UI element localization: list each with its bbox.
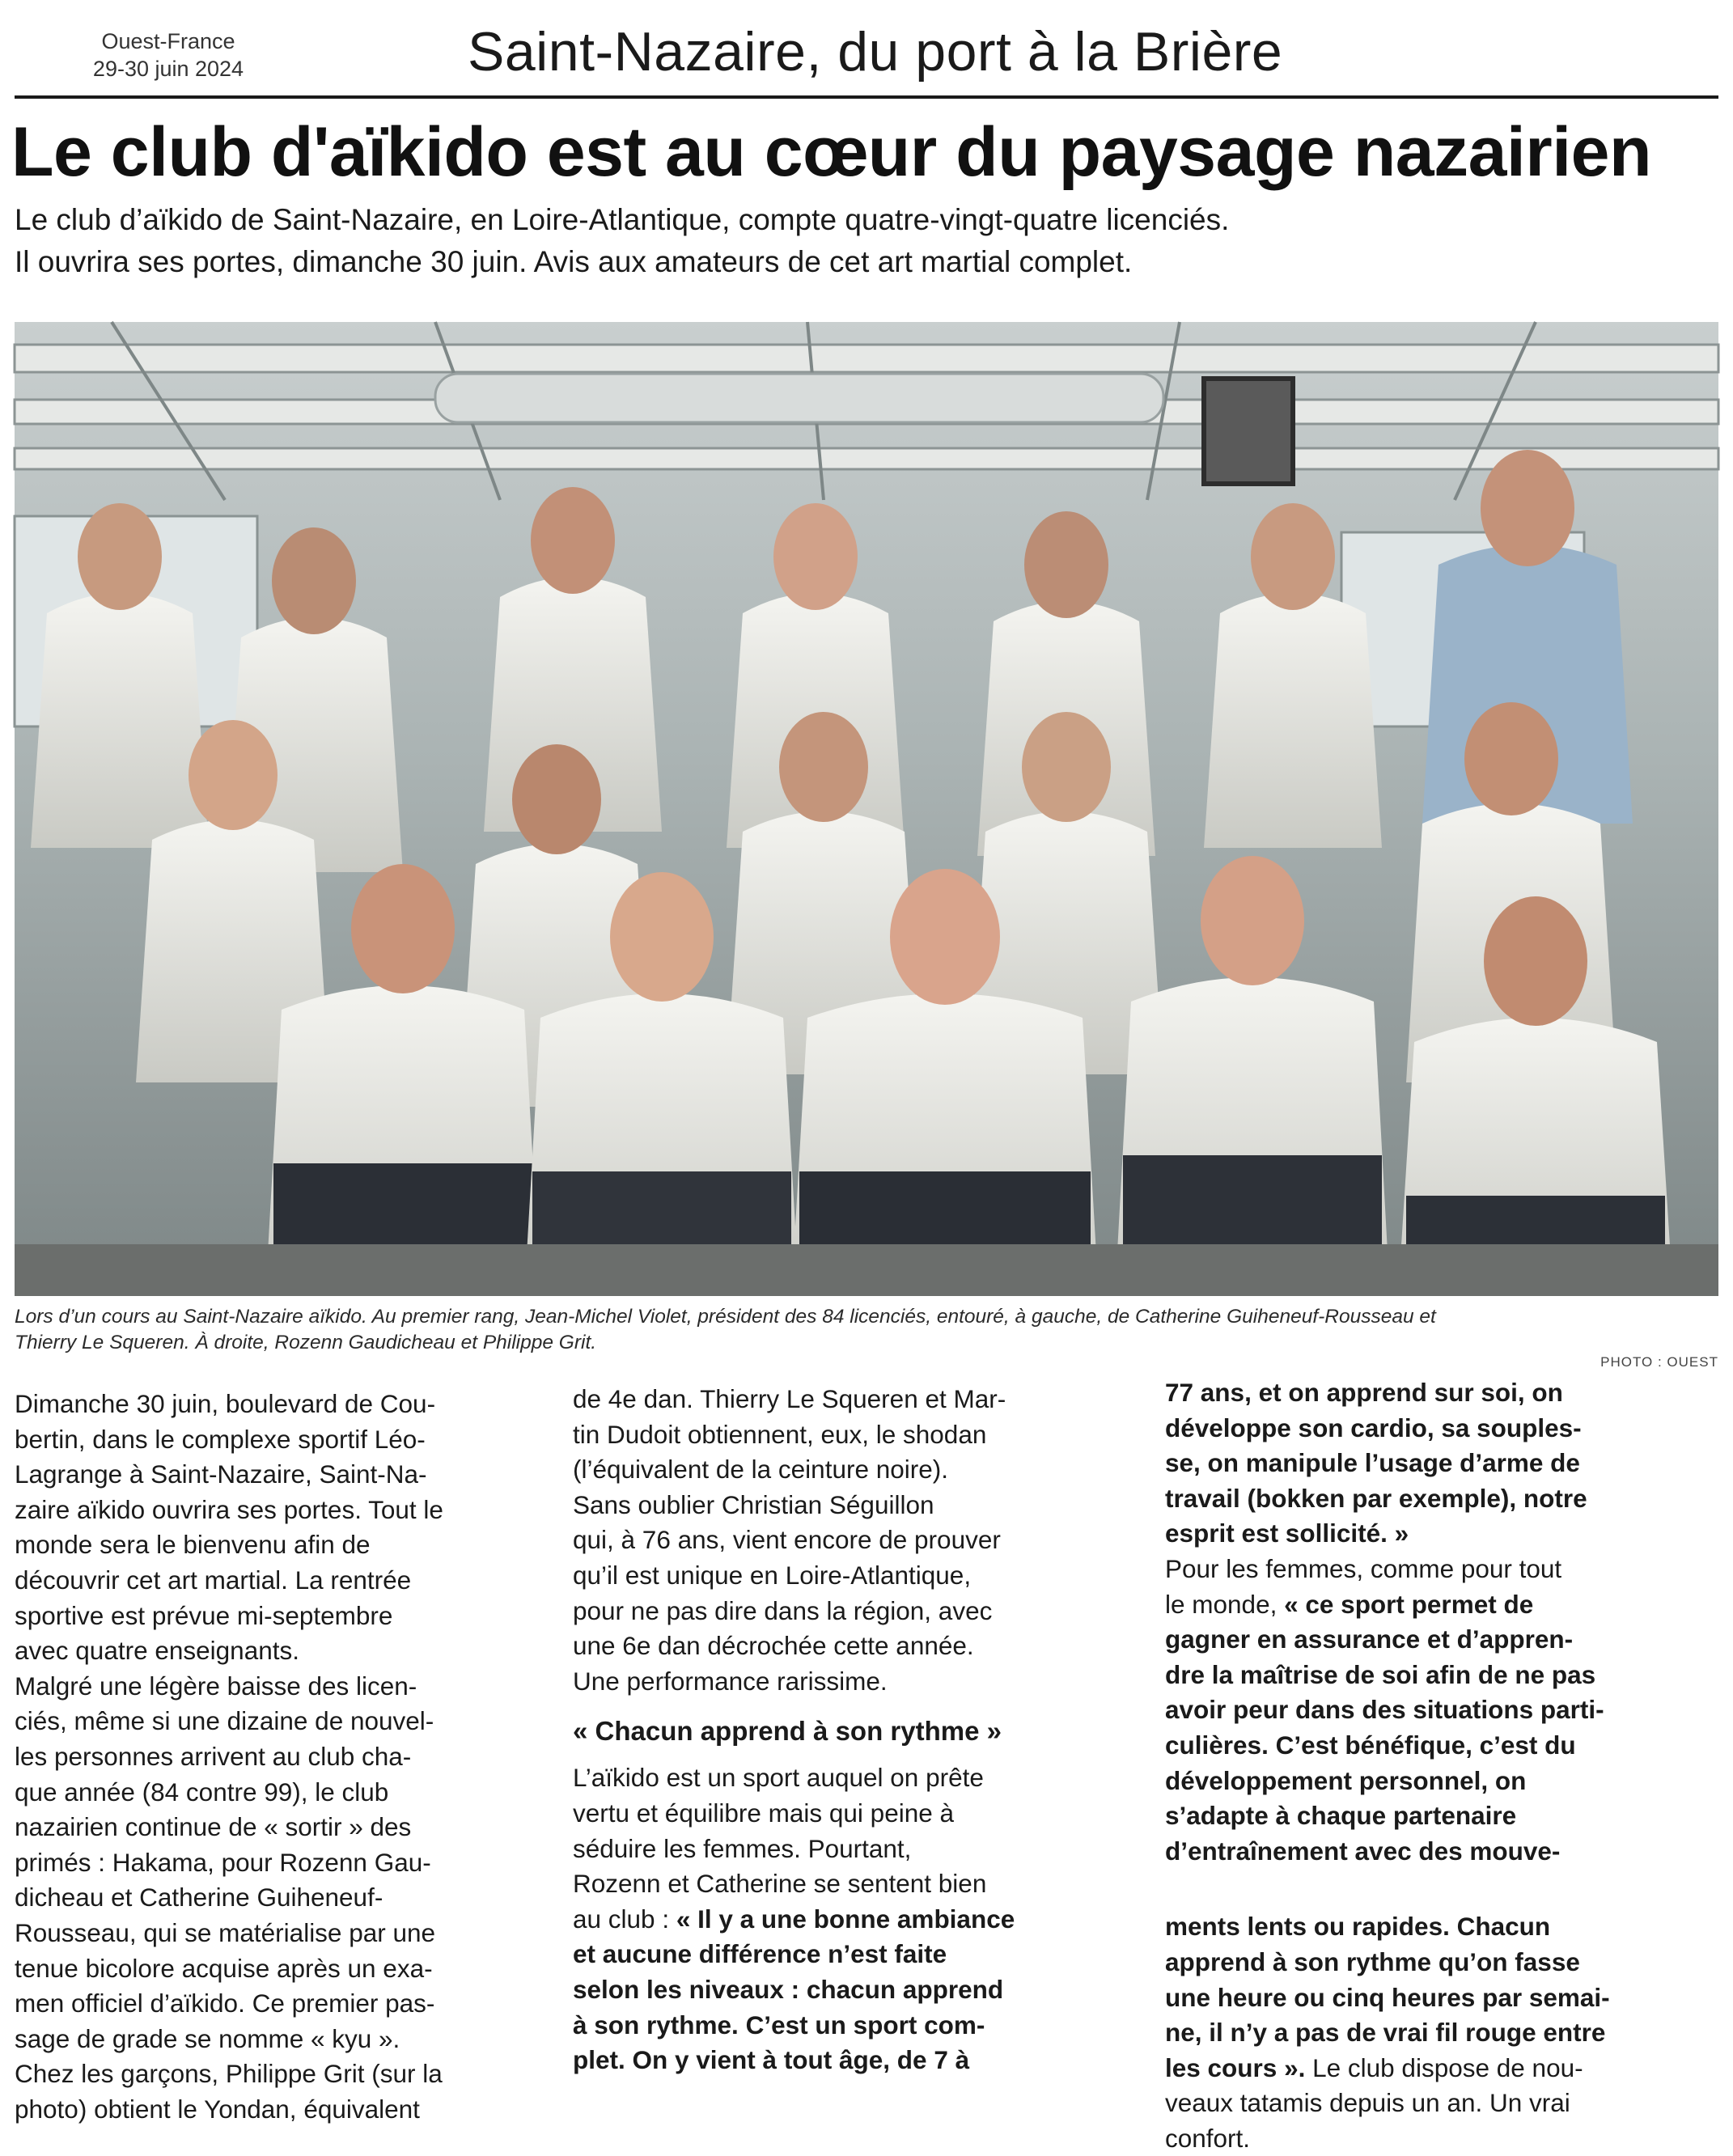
text-line: primés : Hakama, pour Rozenn Gau- <box>15 1847 431 1877</box>
text-line: qu’il est unique en Loire-Atlantique, <box>573 1560 972 1590</box>
text-line: tenue bicolore acquise après un exa- <box>15 1953 433 1983</box>
text-line: qui, à 76 ans, vient encore de prouver <box>573 1525 1001 1555</box>
quote-line: et aucune différence n’est faite <box>573 1939 947 1969</box>
text-line: de 4e dan. Thierry Le Squeren et Mar- <box>573 1384 1006 1413</box>
quote-line: apprend à son rythme qu’on fasse <box>1165 1946 1580 1976</box>
newspaper-name: Ouest-France <box>101 29 235 53</box>
caption-line: Thierry Le Squeren. À droite, Rozenn Gaudicheau et Philippe Grit. <box>15 1332 597 1353</box>
text-line: Malgré une légère baisse des licen- <box>15 1671 417 1701</box>
text-line: ciés, même si une dizaine de nouvel- <box>15 1706 434 1736</box>
quote-line: d’entraînement avec des mouve- <box>1165 1836 1561 1866</box>
text-line: avec quatre enseignants. <box>15 1636 299 1666</box>
quote-line: ments lents ou rapides. Chacun <box>1165 1912 1551 1942</box>
text-line: monde sera le bienvenu afin de <box>15 1530 371 1560</box>
article-headline: Le club d'aïkido est au cœur du paysage nazairien <box>11 113 1652 191</box>
text-line: bertin, dans le complexe sportif Léo- <box>15 1424 426 1454</box>
group-photo-illustration <box>15 322 1718 1296</box>
text-fragment: le monde, <box>1165 1589 1278 1619</box>
article-column-2 <box>573 1382 1131 2078</box>
quote-line: esprit est sollicité. » <box>1165 1519 1409 1548</box>
text-line: séduire les femmes. Pourtant, <box>573 1833 912 1863</box>
group-photo <box>15 322 1718 1296</box>
article-column-3 <box>1165 1375 1720 2156</box>
column-gap <box>1165 1869 1720 1909</box>
text-line: Chez les garçons, Philippe Grit (sur la <box>15 2059 443 2089</box>
quote-fragment: les cours ». <box>1165 2052 1306 2082</box>
quote-line: gagner en assurance et d’appren- <box>1165 1624 1574 1654</box>
publication-date: 29-30 juin 2024 <box>92 57 244 81</box>
text-line: veaux tatamis depuis un an. Un vrai <box>1165 2088 1570 2118</box>
quote-line: dre la maîtrise de soi afin de ne pas <box>1165 1659 1596 1689</box>
section-title: Saint-Nazaire, du port à la Brière <box>468 21 1283 83</box>
article-column-1 <box>15 1387 549 2127</box>
quote-fragment: « ce sport permet de <box>1284 1589 1534 1619</box>
masthead <box>15 16 1718 99</box>
quote-line: une heure ou cinq heures par semai- <box>1165 1982 1610 2012</box>
newspaper-info <box>63 28 273 83</box>
text-line: photo) obtient le Yondan, équivalent <box>15 2094 420 2124</box>
text-line: dicheau et Catherine Guiheneuf- <box>15 1883 383 1912</box>
standfirst-line: Le club d’aïkido de Saint-Nazaire, en Loire-Atlantique, compte quatre-vingt-quatre licenciés. <box>15 203 1230 236</box>
quote-line: 77 ans, et on apprend sur soi, on <box>1165 1378 1563 1407</box>
text-line: découvrir cet art martial. La rentrée <box>15 1565 412 1595</box>
article-subhead: « Chacun apprend à son rythme » <box>573 1716 1002 1747</box>
quote-line: développe son cardio, sa souples- <box>1165 1413 1582 1442</box>
photo-caption <box>15 1304 1718 1356</box>
text-fragment: Le club dispose de nou- <box>1312 2052 1583 2082</box>
text-line: Rousseau, qui se matérialise par une <box>15 1917 436 1947</box>
text-line <box>1165 2051 1720 2086</box>
text-line: vertu et équilibre mais qui peine à <box>573 1798 955 1828</box>
quote-line: à son rythme. C’est un sport com- <box>573 2010 985 2040</box>
text-line: Lagrange à Saint-Nazaire, Saint-Na- <box>15 1459 427 1489</box>
text-line: confort. <box>1165 2123 1251 2153</box>
quote-line: culières. C’est bénéfique, c’est du <box>1165 1730 1576 1760</box>
text-line: Rozenn et Catherine se sentent bien <box>573 1869 987 1899</box>
text-line: Pour les femmes, comme pour tout <box>1165 1553 1562 1583</box>
quote-line: s’adapte à chaque partenaire <box>1165 1801 1517 1831</box>
text-line: sage de grade se nomme « kyu ». <box>15 2023 400 2053</box>
quote-fragment: « Il y a une bonne ambiance <box>676 1904 1015 1934</box>
text-line: une 6e dan décrochée cette année. <box>573 1631 974 1661</box>
quote-line: travail (bokken par exemple), notre <box>1165 1483 1587 1513</box>
text-line: que année (84 contre 99), le club <box>15 1777 389 1807</box>
quote-line: ne, il n’y a pas de vrai fil rouge entre <box>1165 2018 1606 2048</box>
text-fragment: au club : <box>573 1904 670 1934</box>
text-line: (l’équivalent de la ceinture noire). <box>573 1455 949 1485</box>
article-standfirst <box>15 199 1722 283</box>
text-line <box>573 1902 1131 1938</box>
text-line: Une performance rarissime. <box>573 1666 888 1696</box>
caption-line: Lors d’un cours au Saint-Nazaire aïkido. Au premier rang, Jean-Michel Violet, président des 84 licenciés, entouré, à gauche, de Catherine Guiheneuf-Rousseau et <box>15 1306 1436 1328</box>
text-line: Dimanche 30 juin, boulevard de Cou- <box>15 1389 436 1418</box>
text-line: les personnes arrivent au club cha- <box>15 1741 412 1771</box>
text-line: tin Dudoit obtiennent, eux, le shodan <box>573 1419 987 1449</box>
photo-credit: PHOTO : OUEST <box>1600 1354 1718 1370</box>
text-line: nazairien continue de « sortir » des <box>15 1812 412 1842</box>
text-line: L’aïkido est un sport auquel on prête <box>573 1763 984 1793</box>
quote-line: plet. On y vient à tout âge, de 7 à <box>573 2045 970 2075</box>
text-line: pour ne pas dire dans la région, avec <box>573 1595 993 1625</box>
text-line: men officiel d’aïkido. Ce premier pas- <box>15 1989 435 2018</box>
quote-line: développement personnel, on <box>1165 1765 1527 1795</box>
text-line: Sans oublier Christian Séguillon <box>573 1489 934 1519</box>
quote-line: avoir peur dans des situations parti- <box>1165 1695 1604 1725</box>
standfirst-line: Il ouvrira ses portes, dimanche 30 juin. Avis aux amateurs de cet art martial complet. <box>15 245 1133 278</box>
text-line <box>1165 1587 1720 1623</box>
text-line: zaire aïkido ouvrira ses portes. Tout le <box>15 1494 443 1524</box>
quote-line: se, on manipule l’usage d’arme de <box>1165 1448 1580 1478</box>
text-line: sportive est prévue mi-septembre <box>15 1600 393 1630</box>
quote-line: selon les niveaux : chacun apprend <box>573 1974 1004 2004</box>
